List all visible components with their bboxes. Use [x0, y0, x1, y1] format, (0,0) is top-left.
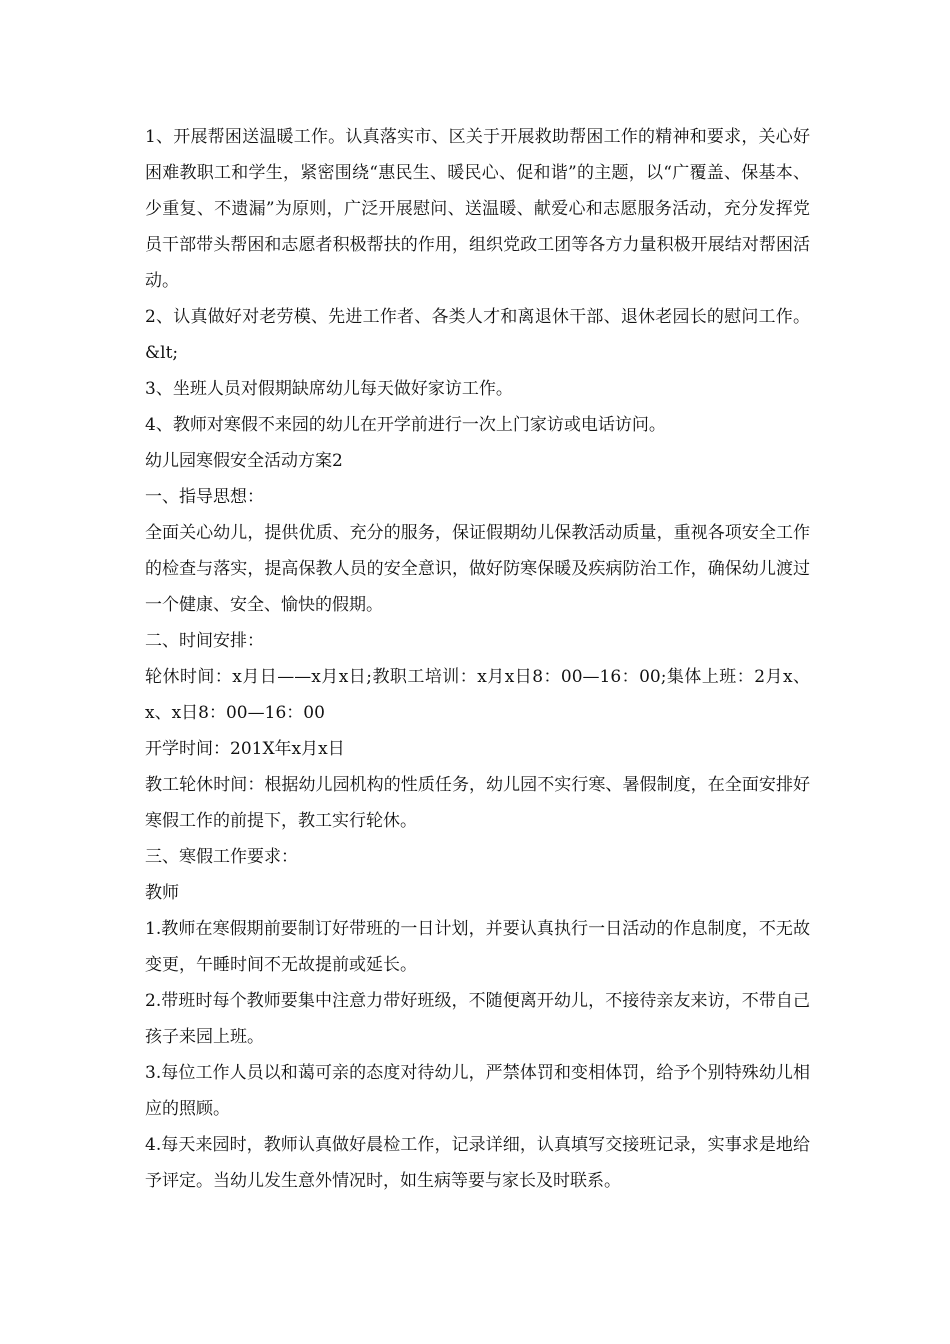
requirement-1: 1.教师在寒假期前要制订好带班的一日计划，并要认真执行一日活动的作息制度，不无故变更，午睡时间不无故提前或延长。 — [145, 919, 810, 975]
paragraph-2: 2、认真做好对老劳模、先进工作者、各类人才和离退休干部、退休老园长的慰问工作。&lt; — [145, 307, 810, 363]
document-body — [145, 119, 810, 1199]
paragraph-staff-rotation: 教工轮休时间：根据幼儿园机构的性质任务，幼儿园不实行寒、暑假制度，在全面安排好寒假工作的前提下，教工实行轮休。 — [145, 775, 810, 831]
section-title: 幼儿园寒假安全活动方案2 — [145, 451, 343, 471]
subheading-teachers: 教师 — [145, 883, 179, 903]
paragraph-1: 1、开展帮困送温暖工作。认真落实市、区关于开展救助帮困工作的精神和要求，关心好困难教职工和学生，紧密围绕“惠民生、暖民心、促和谐”的主题，以“广覆盖、保基本、少重复、不遗漏”为原则，广泛开展慰问、送温暖、献爱心和志愿服务活动，充分发挥党员干部带头帮困和志愿者积极帮扶的作用，组织党政工团等各方力量积极开展结对帮困活动。 — [145, 127, 810, 291]
paragraph-3: 3、坐班人员对假期缺席幼儿每天做好家访工作。 — [145, 379, 513, 399]
paragraph-rotation-time: 轮休时间：x月日——x月x日;教职工培训：x月x日8：00—16：00;集体上班：2月x、x、x日8：00—16：00 — [145, 667, 810, 723]
paragraph-guiding-thought: 全面关心幼儿，提供优质、充分的服务，保证假期幼儿保教活动质量，重视各项安全工作的检查与落实，提高保教人员的安全意识，做好防寒保暖及疾病防治工作，确保幼儿渡过一个健康、安全、愉快的假期。 — [145, 523, 810, 615]
requirement-4: 4.每天来园时，教师认真做好晨检工作，记录详细，认真填写交接班记录，实事求是地给予评定。当幼儿发生意外情况时，如生病等要与家长及时联系。 — [145, 1135, 810, 1191]
heading-guiding-thought: 一、指导思想： — [145, 487, 264, 507]
heading-requirements: 三、寒假工作要求： — [145, 847, 298, 867]
requirement-2: 2.带班时每个教师要集中注意力带好班级，不随便离开幼儿，不接待亲友来访，不带自己孩子来园上班。 — [145, 991, 810, 1047]
requirement-3: 3.每位工作人员以和蔼可亲的态度对待幼儿，严禁体罚和变相体罚，给予个别特殊幼儿相应的照顾。 — [145, 1063, 810, 1119]
paragraph-school-start: 开学时间：201X年x月x日 — [145, 739, 345, 759]
paragraph-4: 4、教师对寒假不来园的幼儿在开学前进行一次上门家访或电话访问。 — [145, 415, 666, 435]
heading-schedule: 二、时间安排： — [145, 631, 264, 651]
